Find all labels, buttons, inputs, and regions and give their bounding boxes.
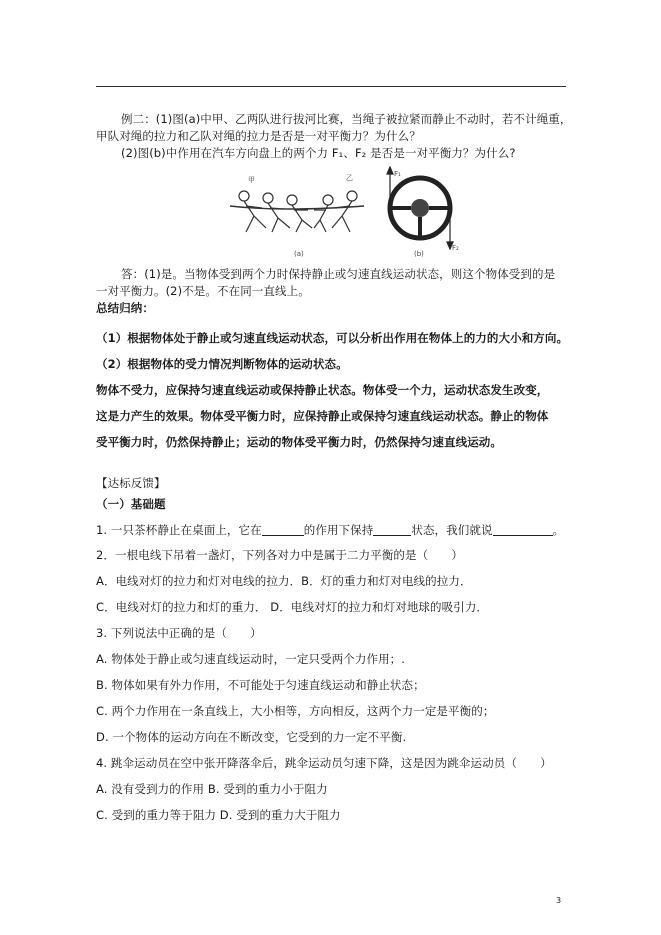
feedback-title: 【达标反馈】	[96, 476, 166, 490]
q1-part-c: 状态，我们就说	[411, 523, 493, 537]
q1-part-a: 1. 一只茶杯静止在桌面上，它在	[96, 523, 262, 537]
question-3: 3. 下列说法中正确的是（ ）	[96, 626, 262, 640]
q1-blank-1[interactable]	[262, 523, 304, 536]
caption-a: (a)	[294, 250, 304, 258]
question-2: 2．一根电线下吊着一盏灯，下列各对力中是属于二力平衡的是（ ）	[96, 548, 464, 562]
q1-blank-2[interactable]	[373, 523, 411, 536]
summary-para-line1: 物体不受力，应保持匀速直线运动或保持静止状态。物体受一个力，运动状态发生改变，	[96, 383, 549, 397]
example2-line1: 例二：(1)图(a)中甲、乙两队进行拔河比赛，当绳子被拉紧而静止不动时，若不计绳重，	[121, 112, 572, 126]
summary-item2: （2）根据物体的受力情况判断物体的运动状态。	[96, 357, 348, 371]
summary-title: 总结归纳：	[96, 301, 154, 315]
tug-of-war-and-steering-wheel-figure	[222, 166, 462, 262]
answer-line1: 答：(1)是。当物体受到两个力时保持静止或匀速直线运动状态，则这个物体受到的是	[121, 267, 556, 281]
team-yi-figures	[314, 191, 357, 232]
question-3-option-c: C. 两个力作用在一条直线上，大小相等，方向相反，这两个力一定是平衡的；	[96, 704, 495, 718]
summary-item1: （1）根据物体处于静止或匀速直线运动状态，可以分析出作用在物体上的力的大小和方向。	[96, 331, 569, 345]
question-3-option-b: B. 物体如果有外力作用，不可能处于匀速直线运动和静止状态；	[96, 678, 425, 692]
example2-line2: 甲队对绳的拉力和乙队对绳的拉力是否是一对平衡力？为什么？	[96, 129, 421, 143]
question-2-options-ab: A．电线对灯的拉力和灯对电线的拉力．B．灯的重力和灯对电线的拉力．	[96, 574, 472, 588]
q1-part-d: 。	[552, 523, 565, 537]
team-jia-figures	[239, 191, 312, 232]
summary-para-line2: 这是力产生的效果。物体受平衡力时，应保持静止或保持匀速直线运动状态。静止的物体	[96, 409, 549, 423]
answer-line2: 一对平衡力。(2)不是。不在同一直线上。	[96, 284, 310, 298]
question-4: 4. 跳伞运动员在空中张开降落伞后，跳伞运动员匀速下降，这是因为跳伞运动员（ ）	[96, 756, 552, 770]
label-yi: 乙	[346, 174, 353, 182]
question-4-options-cd: C. 受到的重力等于阻力 D. 受到的重力大于阻力	[96, 808, 341, 822]
steering-wheel	[390, 178, 450, 238]
example2-line3: (2)图(b)中作用在汽车方向盘上的两个力 F₁、F₂ 是否是一对平衡力？为什么?	[121, 146, 516, 160]
label-jia: 甲	[248, 176, 255, 184]
feedback-section: （一）基础题	[96, 497, 166, 511]
page-number: 3	[556, 896, 562, 905]
question-3-option-d: D. 一个物体的运动方向在不断改变，它受到的力一定不平衡.	[96, 730, 407, 744]
summary-para-line3: 受平衡力时，仍然保持静止；运动的物体受平衡力时，仍然保持匀速直线运动。	[96, 435, 502, 449]
force-f2-label: F₂	[452, 244, 459, 252]
caption-b: (b)	[414, 250, 424, 258]
figure-illustration	[222, 166, 462, 262]
q1-blank-3[interactable]	[493, 523, 553, 536]
question-2-options-cd: C．电线对灯的拉力和灯的重力． D．电线对灯的拉力和灯对地球的吸引力．	[96, 600, 489, 614]
q1-part-b: 的作用下保持	[303, 523, 374, 537]
question-3-option-a: A. 物体处于静止或匀速直线运动时，一定只受两个力作用；.	[96, 652, 406, 666]
force-f1-label: F₁	[394, 170, 401, 178]
question-1	[96, 522, 564, 538]
header-rule	[96, 86, 566, 87]
question-4-options-ab: A. 没有受到力的作用 B. 受到的重力小于阻力	[96, 782, 328, 796]
